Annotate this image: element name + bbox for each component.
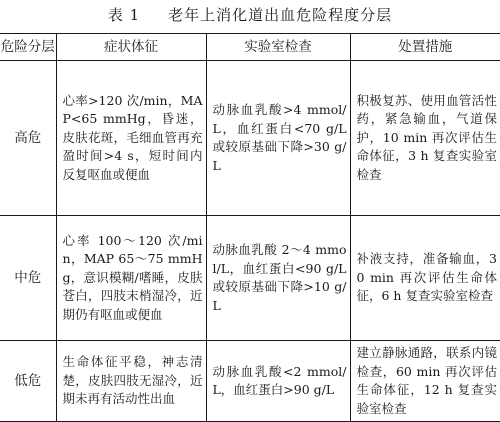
table-title: 老年上消化道出血危险程度分层 [168,6,393,24]
table-number: 表 1 [107,6,141,24]
lab-cell: 动脉血乳酸 2～4 mmol/L，血红蛋白<90 g/L或较原基础下降>10 g/L [206,216,350,341]
risk-stratification-table [0,33,500,422]
table-row-medium-risk [0,216,500,341]
table-caption [0,4,500,26]
lab-cell: 动脉血乳酸<2 mmol/L，血红蛋白>90 g/L [206,341,350,422]
header-risk-level: 危险分层 [0,34,56,61]
header-treatment: 处置措施 [350,34,500,61]
header-lab-tests: 实验室检查 [206,34,350,61]
risk-level-cell: 高危 [0,61,56,216]
treatment-cell: 积极复苏、使用血管活性药，紧急输血，气道保护，10 min 再次评估生命体征，3 h 复查实验室检查 [350,61,500,216]
table-row-low-risk [0,341,500,422]
symptoms-cell: 心率 100～120 次/min，MAP 65～75 mmHg，意识模糊/嗜睡，皮肤苍白，四肢末梢湿冷，近期仍有呕血或便血 [56,216,206,341]
risk-level-cell: 低危 [0,341,56,422]
treatment-cell: 建立静脉通路，联系内镜检查，60 min 再次评估生命体征，12 h 复查实验室检查 [350,341,500,422]
treatment-cell: 补液支持，准备输血，30 min 再次评估生命体征，6 h 复查实验室检查 [350,216,500,341]
risk-level-cell: 中危 [0,216,56,341]
symptoms-cell: 心率>120 次/min，MAP<65 mmHg，昏迷，皮肤花斑，毛细血管再充盈时间>4 s，短时间内反复呕血或便血 [56,61,206,216]
lab-cell: 动脉血乳酸>4 mmol/L，血红蛋白<70 g/L或较原基础下降>30 g/L [206,61,350,216]
symptoms-cell: 生命体征平稳，神志清楚，皮肤四肢无湿冷，近期未再有活动性出血 [56,341,206,422]
table-header-row [0,34,500,61]
table-row-high-risk [0,61,500,216]
header-symptoms: 症状体征 [56,34,206,61]
